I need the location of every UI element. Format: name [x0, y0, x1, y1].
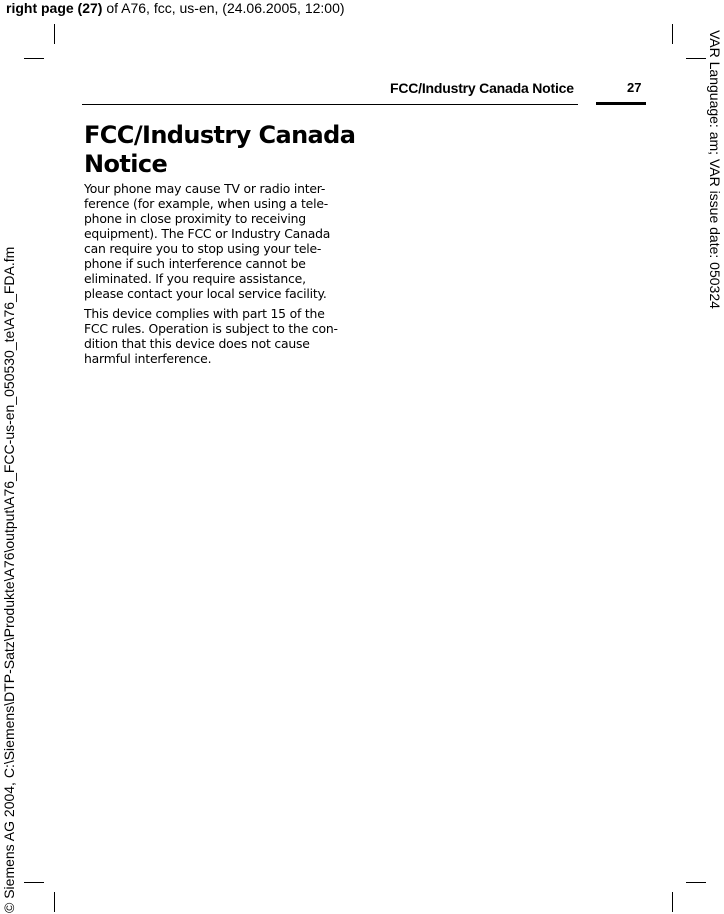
text-line: eliminated. If you require assistance,: [84, 271, 306, 286]
running-header-title: FCC/Industry Canada Notice: [390, 80, 574, 96]
print-job-details: of A76, fcc, us-en, (24.06.2005, 12:00): [102, 0, 345, 16]
print-job-page: right page (27): [6, 0, 103, 16]
text-line: equipment). The FCC or Industry Canada: [84, 226, 331, 241]
language-issue-note: VAR Language: am; VAR issue date: 050324: [707, 30, 723, 309]
text-line: please contact your local service facility.: [84, 286, 327, 301]
text-line: phone in close proximity to receiving: [84, 211, 306, 226]
crop-mark: [686, 58, 706, 59]
text-line: harmful interference.: [84, 351, 212, 366]
text-line: ference (for example, when using a tele-: [84, 196, 329, 211]
crop-mark: [24, 58, 44, 59]
text-line: Your phone may cause TV or radio inter-: [84, 181, 326, 196]
crop-mark: [672, 892, 673, 912]
text-line: can require you to stop using your tele-: [84, 241, 322, 256]
file-path-note: © Siemens AG 2004, C:\Siemens\DTP-Satz\Produkte\A76\output\A76_FCC-us-en_050530_te\A76_FDA.fm: [1, 246, 17, 913]
page-title: [84, 121, 374, 179]
page-number: 27: [627, 80, 642, 95]
crop-mark: [54, 892, 55, 912]
crop-mark: [686, 882, 706, 883]
text-line: dition that this device does not cause: [84, 336, 310, 351]
page-title-line: Notice: [84, 150, 168, 178]
compliance-paragraph: [84, 306, 356, 366]
text-line: This device complies with part 15 of the: [84, 306, 325, 321]
header-rule: [82, 104, 578, 105]
print-job-info: [6, 0, 345, 16]
crop-mark: [54, 24, 55, 44]
interference-paragraph: [84, 181, 356, 301]
text-line: phone if such interference cannot be: [84, 256, 306, 271]
crop-mark: [672, 24, 673, 44]
crop-mark: [24, 882, 44, 883]
text-line: FCC rules. Operation is subject to the con-: [84, 321, 338, 336]
page-title-line: FCC/Industry Canada: [84, 121, 356, 149]
header-rule-bold: [596, 102, 646, 105]
